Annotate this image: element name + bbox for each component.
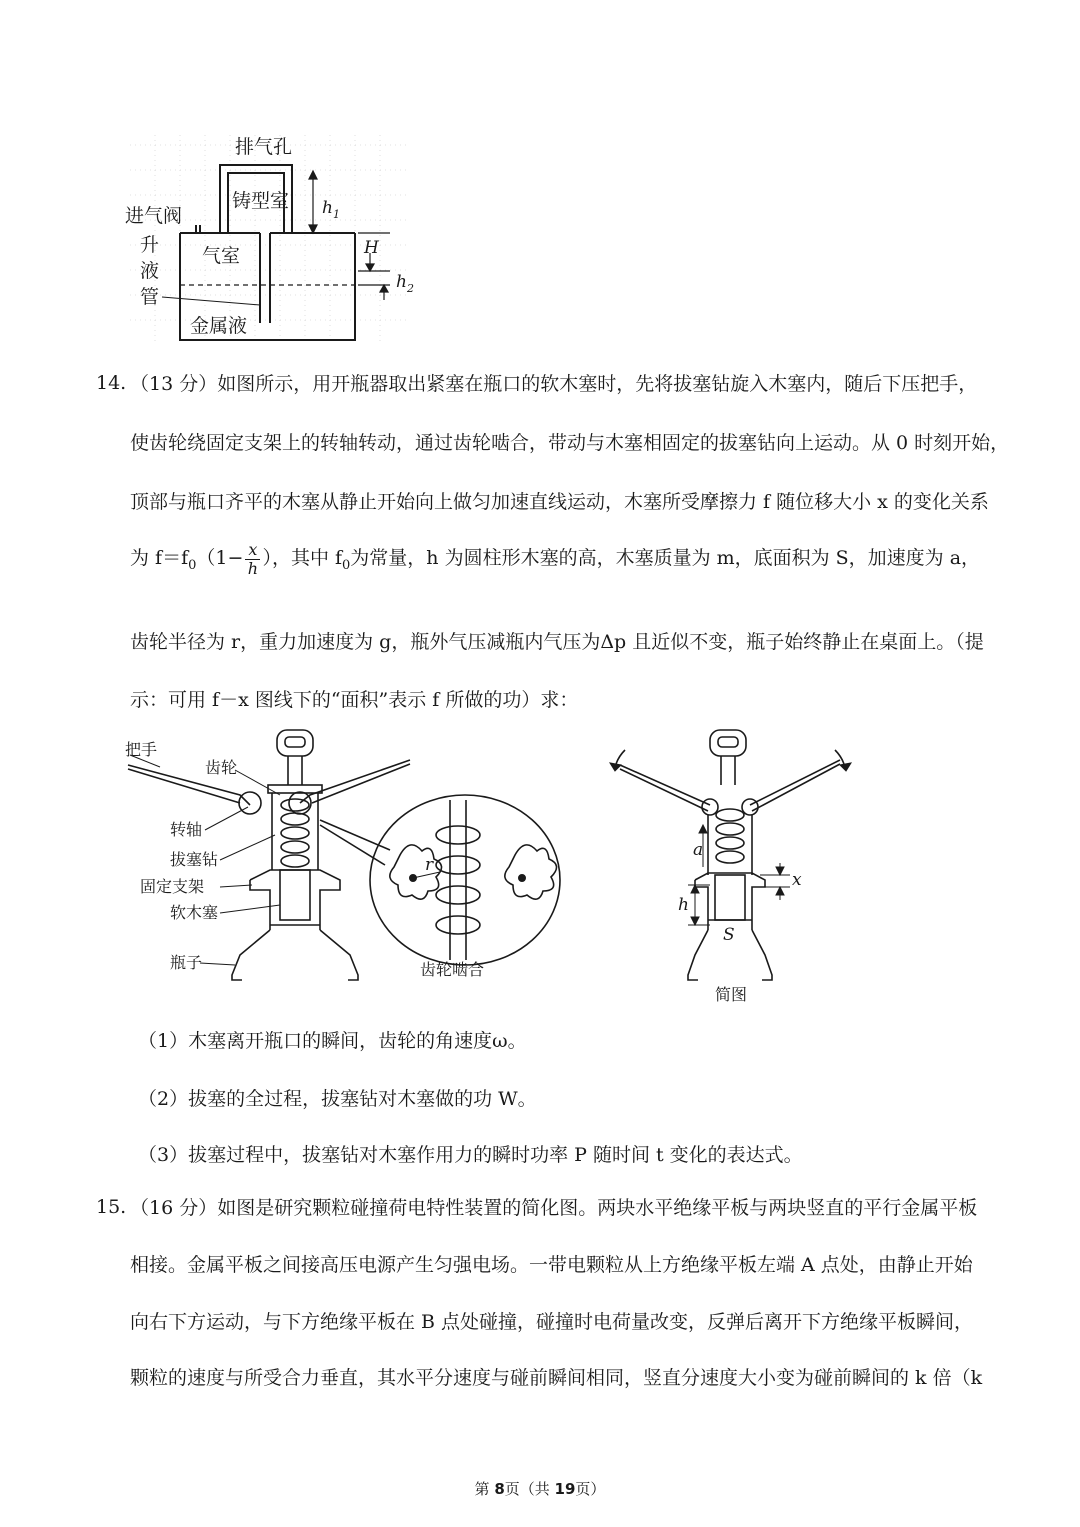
acceleration-label: a bbox=[693, 840, 704, 860]
q15-line-2: 相接。金属平板之间接高压电源产生匀强电场。一带电颗粒从上方绝缘平板左端 A 点处，由静止开始 bbox=[130, 1254, 973, 1276]
displacement-label: x bbox=[792, 870, 802, 890]
q14-line-2: 使齿轮绕固定支架上的转轴转动，通过齿轮啮合，带动与木塞相固定的拔塞钻向上运动。从 0 时刻开始， bbox=[130, 432, 1010, 454]
q14-line-6: 示：可用 f－x 图线下的“面积”表示 f 所做的功）求： bbox=[130, 689, 579, 711]
radius-label: r bbox=[425, 855, 434, 875]
q14-sub-1: （1）木塞离开瓶口的瞬间，齿轮的角速度ω。 bbox=[138, 1030, 527, 1052]
question-14-number: 14. bbox=[96, 372, 127, 394]
q15-line-1: （16 分）如图是研究颗粒碰撞荷电特性装置的简化图。两块水平绝缘平板与两块竖直的平行金属平板 bbox=[130, 1197, 978, 1219]
q14-line-4: 为 $f=f_0(1-$ $\frac{x}{h}$ ），其中 $f_0$为常量，h 为圆柱形木塞的高，木塞质量为 m，底面积为 S，加速度为 a， bbox=[130, 539, 981, 578]
mold-label: 铸型室 bbox=[232, 190, 290, 212]
area-label: S bbox=[723, 925, 735, 945]
inlet-label: 进气阀 bbox=[125, 205, 183, 227]
metal-label: 金属液 bbox=[190, 315, 248, 337]
q15-line-4: 颗粒的速度与所受合力垂直，其水平分速度与碰前瞬间相同，竖直分速度大小变为碰前瞬间的 k 倍（k bbox=[130, 1367, 983, 1389]
page-footer: 第 8页（共 19页） bbox=[474, 1480, 606, 1498]
q15-line-3: 向右下方运动，与下方绝缘平板在 B 点处碰撞，碰撞时电荷量改变，反弹后离开下方绝缘平板瞬间， bbox=[130, 1311, 974, 1333]
handle-label: 把手 bbox=[125, 740, 158, 759]
formula-fraction: $\frac{x}{h}$ bbox=[245, 541, 260, 578]
q14-sub-2: （2）拔塞的全过程，拔塞钻对木塞做的功 W。 bbox=[138, 1088, 537, 1110]
gear-mesh-label: 齿轮啮合 bbox=[420, 960, 485, 979]
riser-label-2: 液 bbox=[140, 260, 160, 282]
bracket-label: 固定支架 bbox=[140, 877, 205, 896]
corkscrew-diagram bbox=[120, 725, 920, 1010]
screw-label: 拔塞钻 bbox=[170, 850, 219, 869]
riser-label-1: 升 bbox=[140, 234, 160, 256]
q14-line-1: （13 分）如图所示，用开瓶器取出紧塞在瓶口的软木塞时，先将拔塞钻旋入木塞内，随后下压把手， bbox=[130, 373, 978, 395]
bottle-label: 瓶子 bbox=[170, 953, 203, 972]
axle-label: 转轴 bbox=[170, 820, 203, 839]
casting-diagram bbox=[120, 125, 420, 355]
q14-line-5: 齿轮半径为 r，重力加速度为 g，瓶外气压减瓶内气压为Δp 且近似不变，瓶子始终静止在桌面上。（提 bbox=[130, 631, 984, 653]
H-label: H bbox=[364, 238, 379, 258]
exhaust-label: 排气孔 bbox=[235, 136, 293, 158]
simple-diagram-label: 简图 bbox=[715, 985, 748, 1004]
chamber-label: 气室 bbox=[202, 245, 241, 267]
riser-label-3: 管 bbox=[140, 286, 160, 308]
cork-label: 软木塞 bbox=[170, 903, 219, 922]
q14-line-3: 顶部与瓶口齐平的木塞从静止开始向上做匀加速直线运动，木塞所受摩擦力 f 随位移大小 x 的变化关系 bbox=[130, 491, 989, 513]
height-label: h bbox=[678, 895, 689, 915]
question-15-number: 15. bbox=[96, 1196, 127, 1218]
h1-label: $h_1$ bbox=[322, 198, 340, 221]
q14-sub-3: （3）拔塞过程中，拔塞钻对木塞作用力的瞬时功率 P 随时间 t 变化的表达式。 bbox=[138, 1144, 803, 1166]
h2-label: $h_2$ bbox=[396, 272, 414, 295]
gear-label: 齿轮 bbox=[205, 758, 238, 777]
